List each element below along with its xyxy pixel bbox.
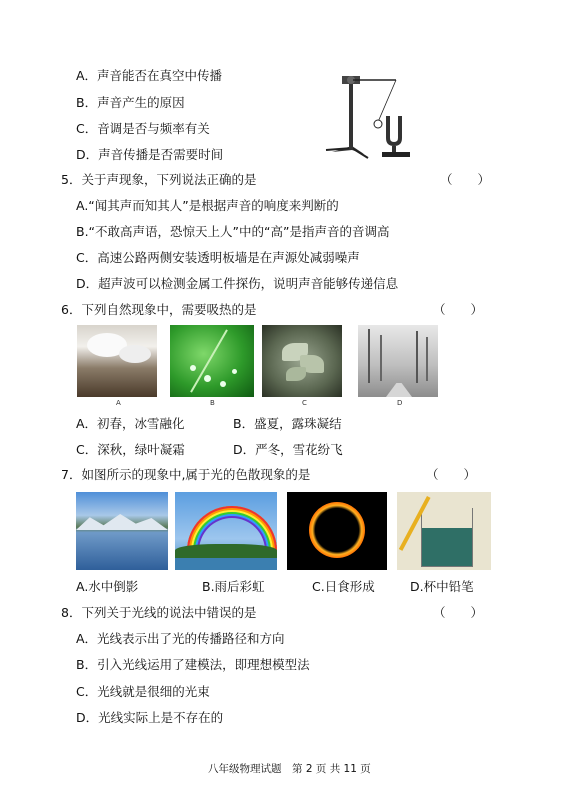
q5-option-d: D．超声波可以检测金属工件探伤，说明声音能够传递信息 [76, 276, 399, 291]
q7-answer-bracket: （ ） [426, 467, 477, 482]
melting-snow-image [77, 325, 157, 397]
q6-option-c: C．深秋，绿叶凝霜 [76, 442, 185, 457]
q4-option-a: A．声音能否在真空中传播 [76, 68, 223, 83]
water-reflection-image [76, 492, 168, 570]
q7-option-d: D.杯中铅笔 [410, 579, 474, 594]
q6-image-label-b: B [210, 399, 215, 407]
q8-option-c: C．光线就是很细的光束 [76, 684, 210, 699]
q7-option-c: C.日食形成 [312, 579, 375, 594]
rainbow-image [175, 492, 277, 570]
frosted-leaves-image [262, 325, 342, 397]
q5-stem: 5．关于声现象，下列说法正确的是 [61, 172, 257, 187]
snowfall-trees-image [358, 325, 438, 397]
q8-answer-bracket: （ ） [433, 605, 484, 620]
q6-image-label-a: A [116, 399, 121, 407]
q4-option-b: B．声音产生的原因 [76, 95, 185, 110]
q8-stem: 8．下列关于光线的说法中错误的是 [61, 605, 257, 620]
q6-option-b: B．盛夏，露珠凝结 [233, 416, 342, 431]
q5-option-c: C．高速公路两侧安装透明板墙是在声源处减弱噪声 [76, 250, 360, 265]
q8-option-d: D．光线实际上是不存在的 [76, 710, 224, 725]
q7-stem: 7．如图所示的现象中,属于光的色散现象的是 [61, 467, 311, 482]
q4-option-d: D．声音传播是否需要时间 [76, 147, 224, 162]
pencil-in-glass-image [397, 492, 491, 570]
q5-option-b: B.“不敢高声语，恐惊天上人”中的“高”是指声音的音调高 [76, 224, 390, 239]
q4-option-c: C．音调是否与频率有关 [76, 121, 210, 136]
q7-option-a: A.水中倒影 [76, 579, 139, 594]
page-footer: 八年级物理试题 第 2 页 共 11 页 [208, 763, 371, 775]
tuning-fork-pendulum-diagram [322, 66, 422, 162]
q6-option-a: A．初春，冰雪融化 [76, 416, 185, 431]
q6-image-label-c: C [302, 399, 307, 407]
q6-option-d: D．严冬，雪花纷飞 [233, 442, 343, 457]
solar-eclipse-image [287, 492, 387, 570]
q8-option-b: B．引入光线运用了建模法，即理想模型法 [76, 657, 310, 672]
q5-answer-bracket: （ ） [440, 172, 491, 187]
dewdrops-on-leaf-image [170, 325, 254, 397]
q6-stem: 6．下列自然现象中，需要吸热的是 [61, 302, 257, 317]
q8-option-a: A．光线表示出了光的传播路径和方向 [76, 631, 285, 646]
q6-answer-bracket: （ ） [433, 302, 484, 317]
q5-option-a: A.“闻其声而知其人”是根据声音的响度来判断的 [76, 198, 339, 213]
q7-option-b: B.雨后彩虹 [202, 579, 265, 594]
q6-image-label-d: D [397, 399, 403, 407]
